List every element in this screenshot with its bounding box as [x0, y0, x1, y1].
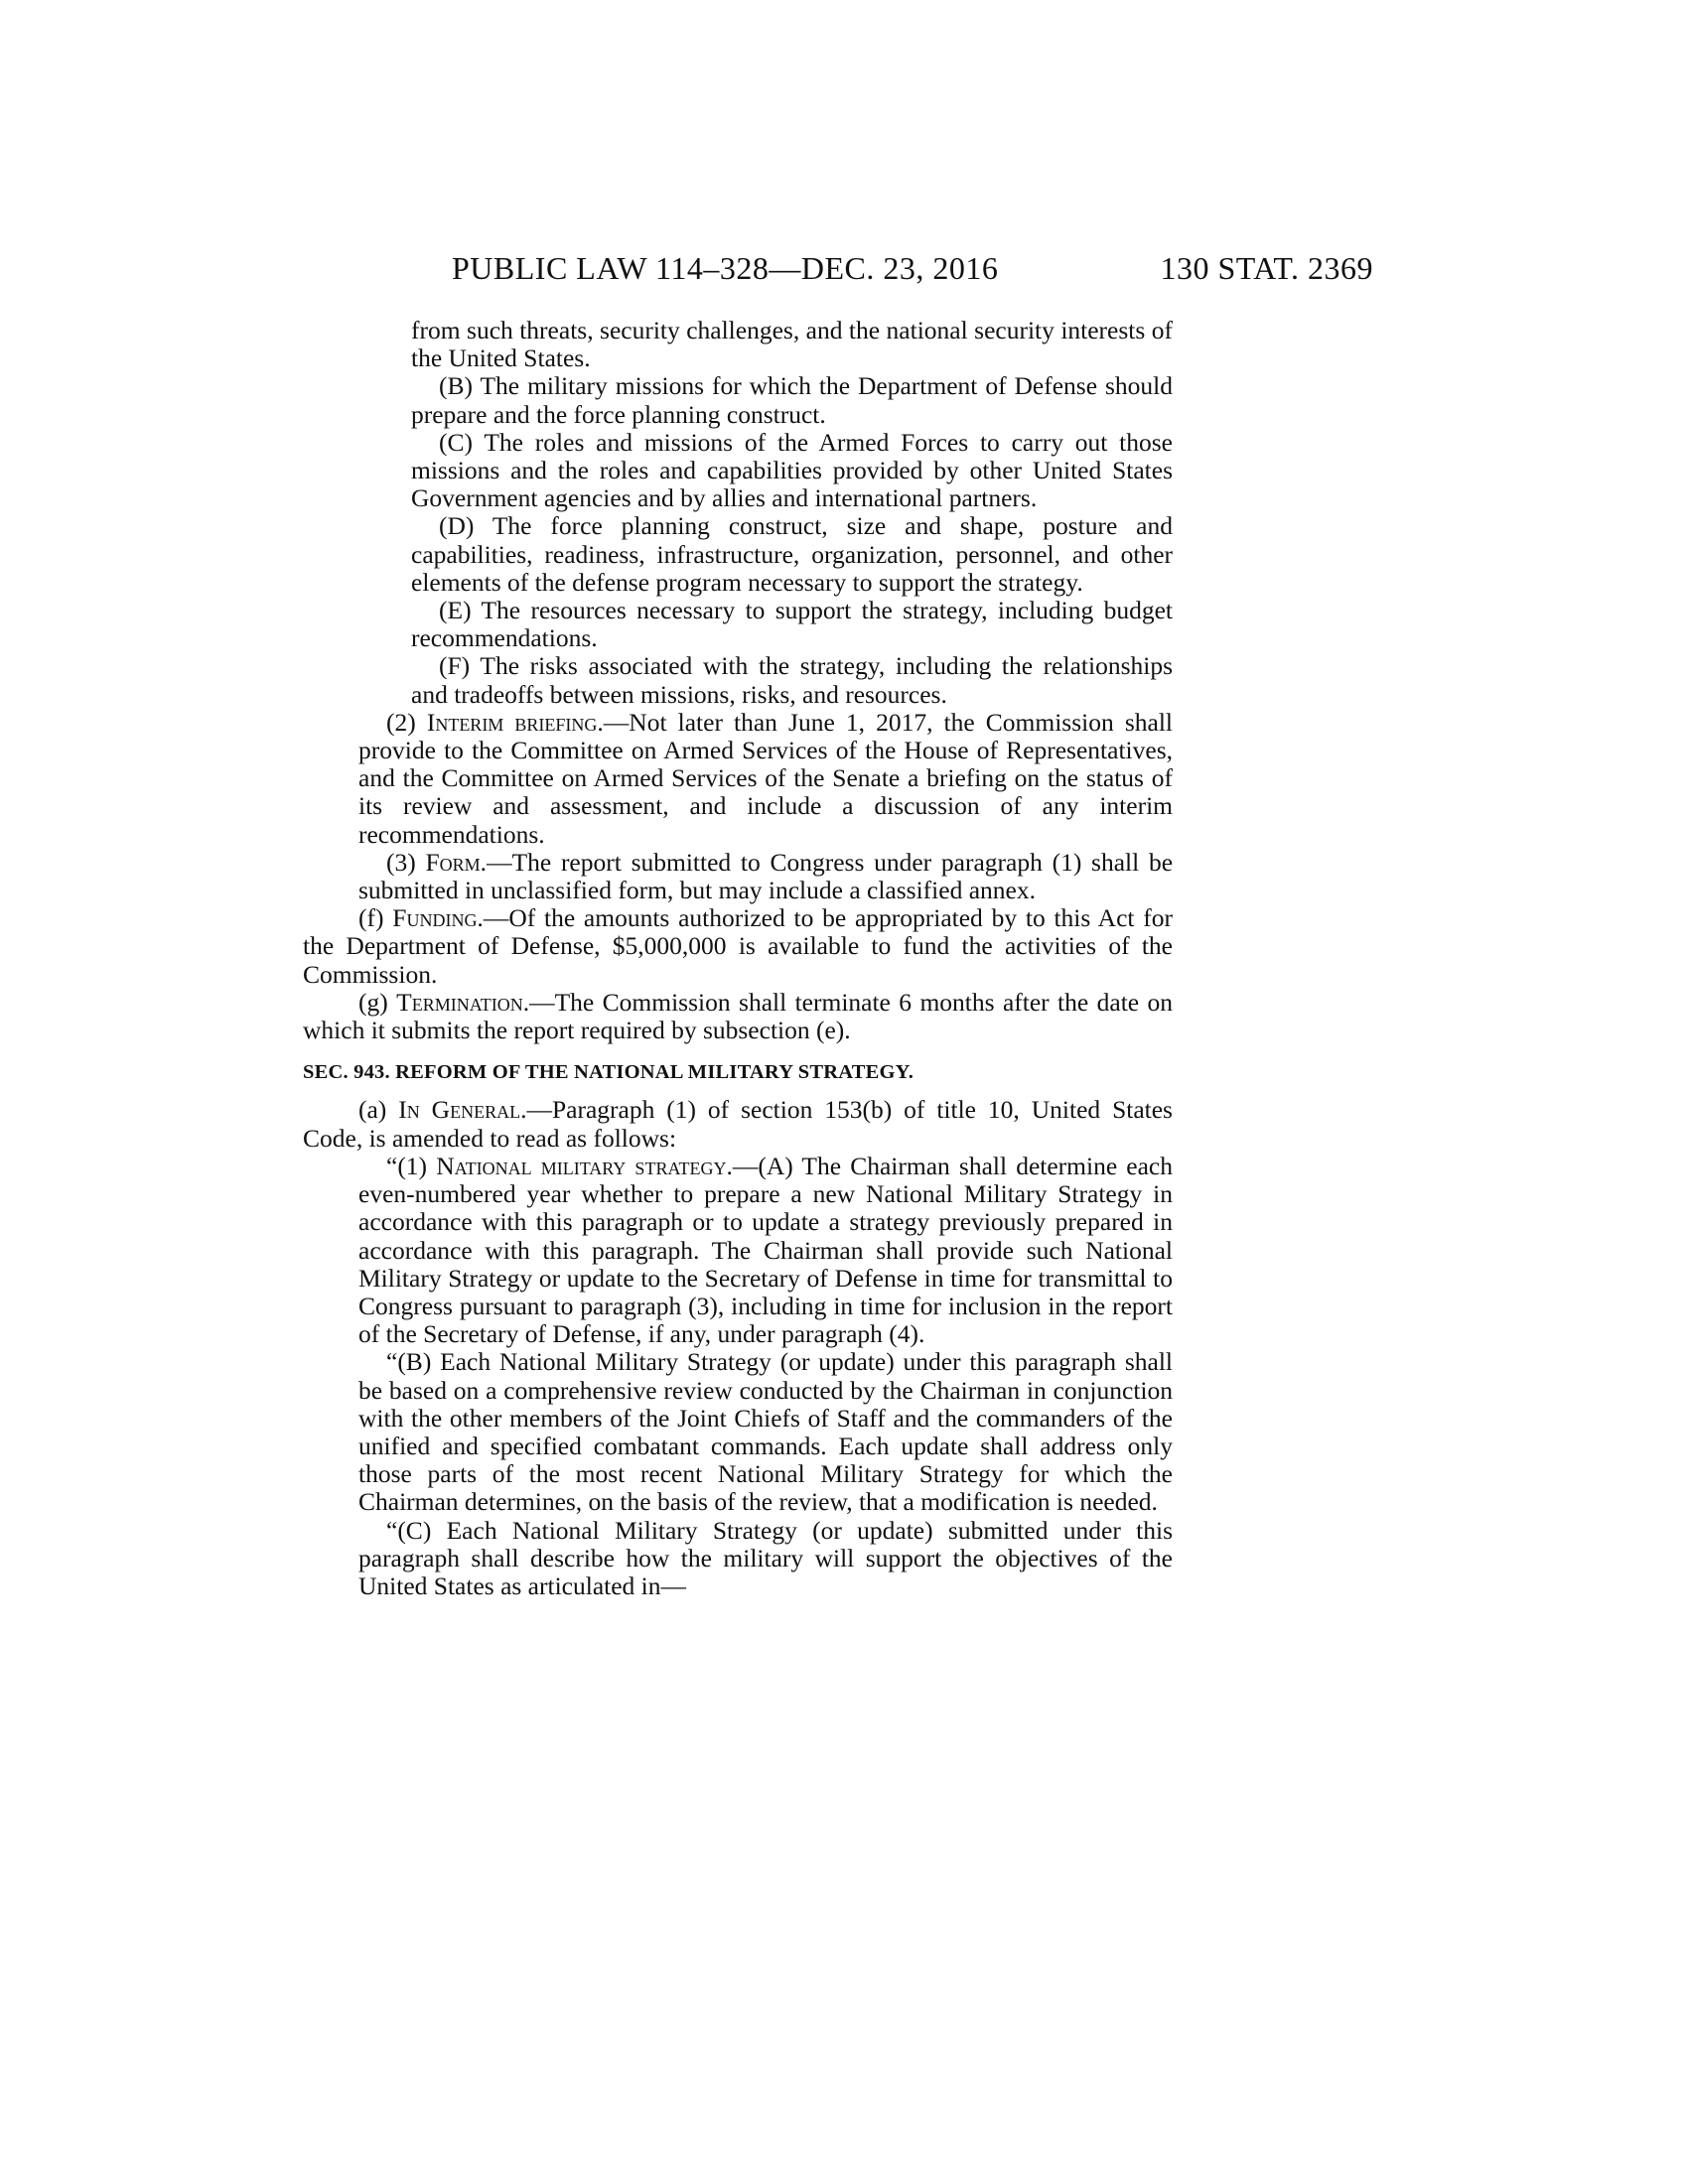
- em-dash: —: [526, 1095, 552, 1125]
- subparagraph-letter: (A): [758, 1151, 793, 1180]
- paragraph-number: (2): [386, 707, 416, 737]
- em-dash: —: [603, 707, 630, 737]
- subparagraph-f: (F) The risks associated with the strategy, including the relationships and tradeoffs between missions, risks, and resources.: [411, 651, 1173, 709]
- subsection-heading: Funding.: [392, 903, 484, 933]
- subsection-heading: In General.: [398, 1095, 527, 1125]
- subsection-letter: (f): [358, 903, 384, 933]
- paragraph-continuation: from such threats, security challenges, and the national security interests of the United States.: [411, 316, 1173, 373]
- statute-page-number: 130 STAT. 2369: [1160, 250, 1373, 286]
- paragraph-heading: Interim briefing.: [426, 707, 604, 737]
- document-body: [303, 317, 1173, 1600]
- subparagraph-b: (B) The military missions for which the Department of Defense should prepare and the force planning construct.: [411, 371, 1173, 429]
- paragraph-text: The report submitted to Congress under paragraph (1) shall be submitted in unclassified form, but may include a classified annex.: [358, 847, 1174, 905]
- subsection-text: Paragraph (1) of section 153(b) of title 10, United States Code, is amended to read as follows:: [303, 1095, 1173, 1153]
- subsection-text: Of the amounts authorized to be appropriated by to this Act for the Department of Defense, $5,000,000 is available to fund the activities of the Commission.: [303, 903, 1174, 989]
- em-dash: —: [529, 987, 555, 1017]
- subsection-termination: [303, 989, 1173, 1044]
- subsection-in-general: [303, 1096, 1173, 1152]
- quoted-paragraph-national-military-strategy: [358, 1153, 1173, 1348]
- subparagraph-c: (C) The roles and missions of the Armed Forces to carry out those missions and the roles and capabilities provided by other United States Government agencies and by allies and international partners.: [411, 427, 1173, 513]
- paragraph-heading: National military strategy.: [436, 1151, 733, 1180]
- quoted-subparagraph-c: “(C) Each National Military Strategy (or update) submitted under this paragraph shall describe how the military will support the objectives of the United States as articulated in—: [358, 1515, 1173, 1600]
- public-law-citation: PUBLIC LAW 114–328—DEC. 23, 2016: [452, 250, 999, 286]
- paragraph-text: Not later than June 1, 2017, the Commission shall provide to the Committee on Armed Services of the House of Representatives, and the Committee on Armed Services of the Senate a briefing on the status of its review and assessment, and include a discussion of any interim recommendations.: [358, 707, 1173, 849]
- quoted-subparagraph-b: “(B) Each National Military Strategy (or update) under this paragraph shall be based on a comprehensive review conducted by the Chairman in conjunction with the other members of the Joint Chiefs of Staff and the commanders of the unified and specified combatant commands. Each update shall address only those parts of the most recent National Military Strategy for which the Chairman determines, on the basis of the review, that a modification is needed.: [358, 1347, 1173, 1517]
- paragraph-form: [358, 849, 1173, 904]
- subsection-heading: Termination.: [396, 987, 530, 1017]
- subsection-letter: (a): [358, 1095, 387, 1125]
- section-heading: SEC. 943. REFORM OF THE NATIONAL MILITARY STRATEGY.: [303, 1061, 914, 1084]
- paragraph-heading: Form.: [425, 847, 488, 877]
- subsection-text: The Commission shall terminate 6 months after the date on which it submits the report required by subsection (e).: [303, 987, 1173, 1045]
- subparagraph-e: (E) The resources necessary to support the strategy, including budget recommendations.: [411, 596, 1173, 653]
- em-dash: —: [487, 847, 512, 877]
- running-header: [452, 250, 1373, 290]
- paragraph-number: “(1): [386, 1151, 428, 1180]
- subsection-letter: (g): [358, 987, 388, 1017]
- subparagraph-d: (D) The force planning construct, size and shape, posture and capabilities, readiness, infrastructure, organization, personnel, and other elements of the defense program necessary to support the strategy.: [411, 511, 1173, 597]
- em-dash: —: [732, 1151, 759, 1180]
- em-dash: —: [483, 903, 509, 933]
- subsection-funding: [303, 904, 1173, 989]
- paragraph-interim-briefing: [358, 709, 1173, 849]
- paragraph-text: The Chairman shall determine each even-numbered year whether to prepare a new National Military Strategy in accordance with this paragraph or to update a strategy previously prepared in accordance with this paragraph. The Chairman shall provide such National Military Strategy or update to the Secretary of Defense in time for transmittal to Congress pursuant to paragraph (3), including in time for inclusion in the report of the Secretary of Defense, if any, under paragraph (4).: [358, 1151, 1173, 1349]
- paragraph-number: (3): [386, 847, 416, 877]
